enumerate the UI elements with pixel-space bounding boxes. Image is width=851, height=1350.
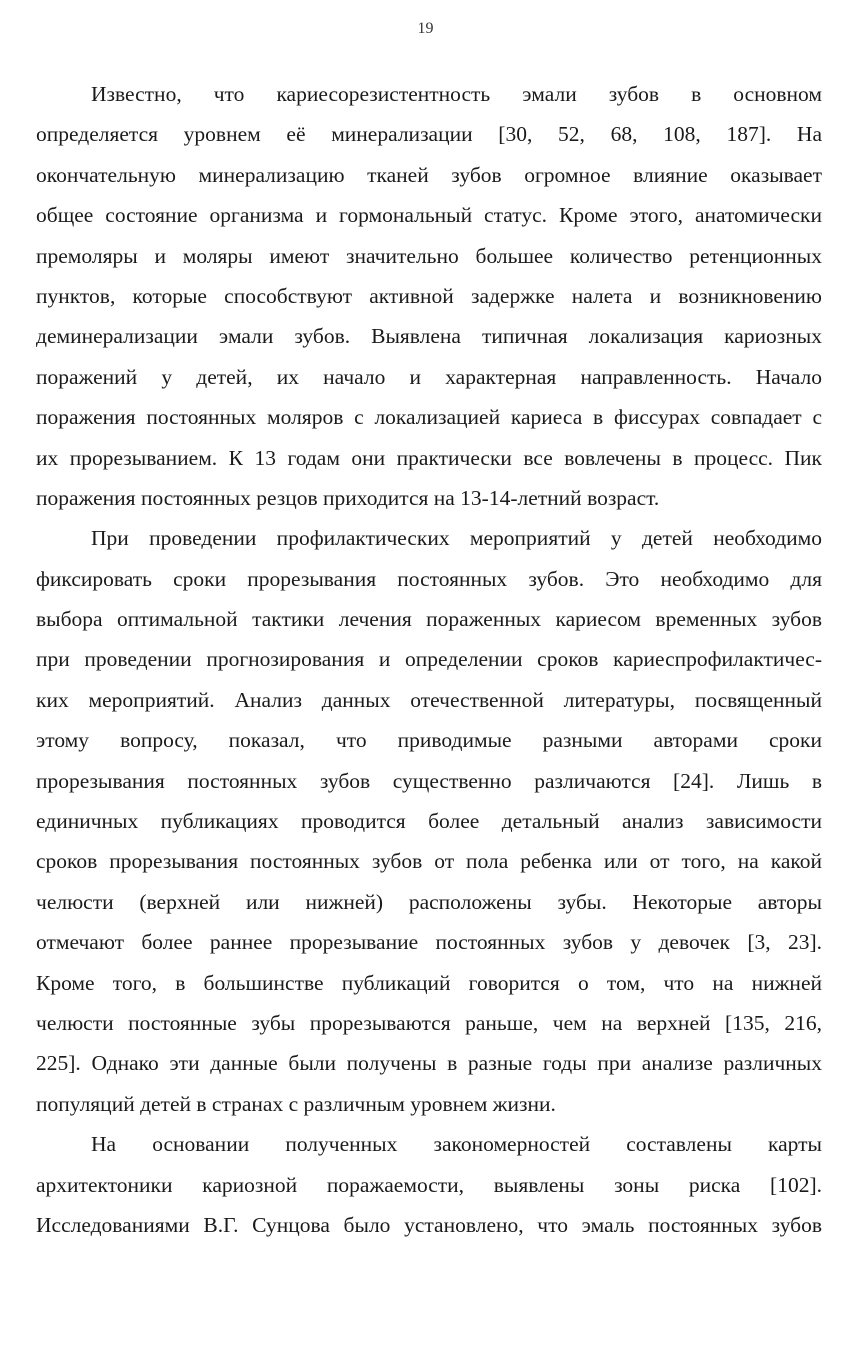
text-line: ких мероприятий. Анализ данных отечественной литературы, посвященный [36,687,822,712]
text-line: Кроме того, в большинстве публикаций говорится о том, что на нижней [36,970,822,995]
text-line: Исследованиями В.Г. Сунцова было установлено, что эмаль постоянных зубов [36,1212,822,1237]
text-line: фиксировать сроки прорезывания постоянных зубов. Это необходимо для [36,566,822,591]
text-line: челюсти постоянные зубы прорезываются раньше, чем на верхней [135, 216, [36,1010,822,1035]
text-line: окончательную минерализацию тканей зубов огромное влияние оказывает [36,162,822,187]
text-line: Известно, что кариесорезистентность эмали зубов в основном [91,82,822,106]
text-line: пунктов, которые способствуют активной задержке налета и возникновению [36,283,822,308]
page-number: 19 [417,20,434,37]
text-line: определяется уровнем её минерализации [30, 52, 68, 108, 187]. На [36,122,822,147]
text-line: прорезывания постоянных зубов существенно различаются [24]. Лишь в [36,768,822,793]
text-line: поражения постоянных моляров с локализацией кариеса в фиссурах совпадает с [36,405,822,430]
text-line: поражений у детей, их начало и характерная направленность. Начало [36,364,822,389]
text-line: деминерализации эмали зубов. Выявлена типичная локализация кариозных [36,324,822,349]
text-line: На основании полученных закономерностей составлены карты [91,1132,822,1157]
text-line: сроков прорезывания постоянных зубов от пола ребенка или от того, на какой [36,849,822,874]
text-line: общее состояние организма и гормональный статус. Кроме этого, анатомически [36,203,822,228]
text-line: премоляры и моляры имеют значительно большее количество ретенционных [36,243,822,268]
body-text [36,74,822,1245]
text-line: при проведении прогнозирования и определении сроков кариеспрофилактичес- [36,647,822,672]
text-line: единичных публикациях проводится более детальный анализ зависимости [36,809,822,834]
text-line: 225]. Однако эти данные были получены в разные годы при анализе различных [36,1051,822,1076]
text-line: этому вопросу, показал, что приводимые разными авторами сроки [36,728,822,753]
text-line: челюсти (верхней или нижней) расположены зубы. Некоторые авторы [36,889,822,914]
text-line: их прорезыванием. К 13 годам они практически все вовлечены в процесс. Пик [36,445,822,470]
text-line: поражения постоянных резцов приходится на 13-14-летний возраст. [36,485,660,510]
text-line: отмечают более раннее прорезывание постоянных зубов у девочек [3, 23]. [36,930,822,955]
text-line: популяций детей в странах с различным уровнем жизни. [36,1091,556,1116]
text-line: архитектоники кариозной поражаемости, выявлены зоны риска [102]. [36,1172,822,1197]
text-line: выбора оптимальной тактики лечения пораженных кариесом временных зубов [36,607,822,632]
text-line: При проведении профилактических мероприятий у детей необходимо [91,526,822,551]
